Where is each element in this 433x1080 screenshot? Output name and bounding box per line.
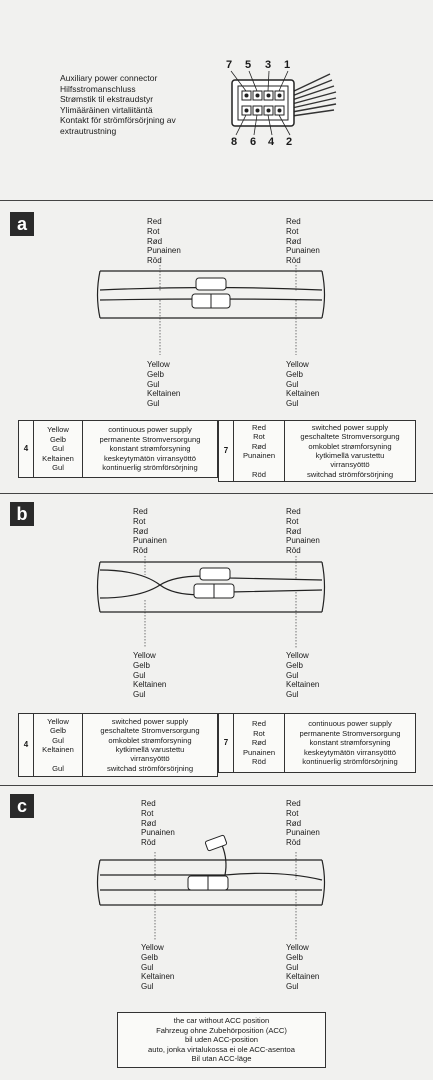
color-column: Red Rot Rød Punainen Röd bbox=[234, 421, 285, 481]
pin-label: 2 bbox=[286, 136, 293, 148]
red-label-right: Red Rot Rød Punainen Röd bbox=[286, 799, 320, 848]
color-column: Yellow Gelb Gul Keltainen Gul bbox=[34, 421, 83, 477]
yellow-label-left: Yellow Gelb Gul Keltainen Gul bbox=[141, 943, 175, 992]
pin-label: 7 bbox=[226, 59, 233, 71]
pin-number: 4 bbox=[19, 421, 34, 477]
color-column: Red Rot Rød Punainen Röd bbox=[234, 714, 285, 772]
pin-number: 7 bbox=[219, 714, 234, 772]
pin-label: 6 bbox=[250, 136, 257, 148]
red-label-right: Red Rot Rød Punainen Röd bbox=[286, 217, 320, 266]
description-column: continuous power supply permanente Stromversorgung konstant strømforsyning keskeytymätön virransyöttö kontinuerlig strömförsörjning bbox=[299, 719, 401, 767]
description-column: continuous power supply permanente Stromversorgung konstant strømforsyning keskeytymätön virransyöttö kontinuerlig strömförsörjning bbox=[99, 425, 201, 473]
color-column: Yellow Gelb Gul Keltainen Gul bbox=[34, 714, 83, 776]
caption-line-fi: Ylimääräinen virtaliitäntä bbox=[60, 104, 153, 115]
description-column: switched power supply geschaltete Stromversorgung omkoblet strømforsyning kytkimellä varustettu virransyöttö switchad strömförsörjning bbox=[300, 422, 400, 479]
pin-label: 1 bbox=[284, 59, 291, 71]
caption-line-da: Strømstik til ekstraudstyr bbox=[60, 94, 154, 105]
description-column: switched power supply geschaltete Stromversorgung omkoblet strømforsyning kytkimellä varustettu virransyöttö switchad strömförsörjning bbox=[100, 716, 200, 773]
pin-label: 4 bbox=[268, 136, 275, 148]
caption-line-de: Hilfsstromanschluss bbox=[60, 83, 136, 94]
caption-line-en: Auxiliary power connector bbox=[60, 73, 158, 83]
pin-label: 5 bbox=[245, 59, 252, 71]
red-label-left: Red Rot Rød Punainen Röd bbox=[147, 217, 181, 266]
section-b-label: b bbox=[10, 502, 34, 526]
red-label-left: Red Rot Rød Punainen Röd bbox=[141, 799, 175, 848]
pin-number: 4 bbox=[19, 714, 34, 776]
caption-line-sv-1: Kontakt för strömförsörjning av bbox=[60, 115, 176, 126]
section-c-label: c bbox=[10, 794, 34, 818]
caption-line-sv-2: extrautrustning bbox=[60, 125, 117, 136]
acc-note-box: the car without ACC position Fahrzeug ohne Zubehörposition (ACC) bil uden ACC-position auto, jonka virtalukossa ei ole ACC-asentoa Bil utan ACC-läge bbox=[117, 1012, 326, 1068]
red-label-left: Red Rot Rød Punainen Röd bbox=[133, 507, 167, 556]
yellow-label-left: Yellow Gelb Gul Keltainen Gul bbox=[133, 651, 167, 700]
yellow-label-right: Yellow Gelb Gul Keltainen Gul bbox=[286, 943, 320, 992]
pin-label: 8 bbox=[231, 136, 238, 148]
yellow-label-right: Yellow Gelb Gul Keltainen Gul bbox=[286, 651, 320, 700]
section-a-label: a bbox=[10, 212, 34, 236]
red-label-right: Red Rot Rød Punainen Röd bbox=[286, 507, 320, 556]
pin-number: 7 bbox=[219, 421, 234, 481]
yellow-label-left: Yellow Gelb Gul Keltainen Gul bbox=[147, 360, 181, 409]
yellow-label-right: Yellow Gelb Gul Keltainen Gul bbox=[286, 360, 320, 409]
pin-label: 3 bbox=[265, 59, 272, 71]
